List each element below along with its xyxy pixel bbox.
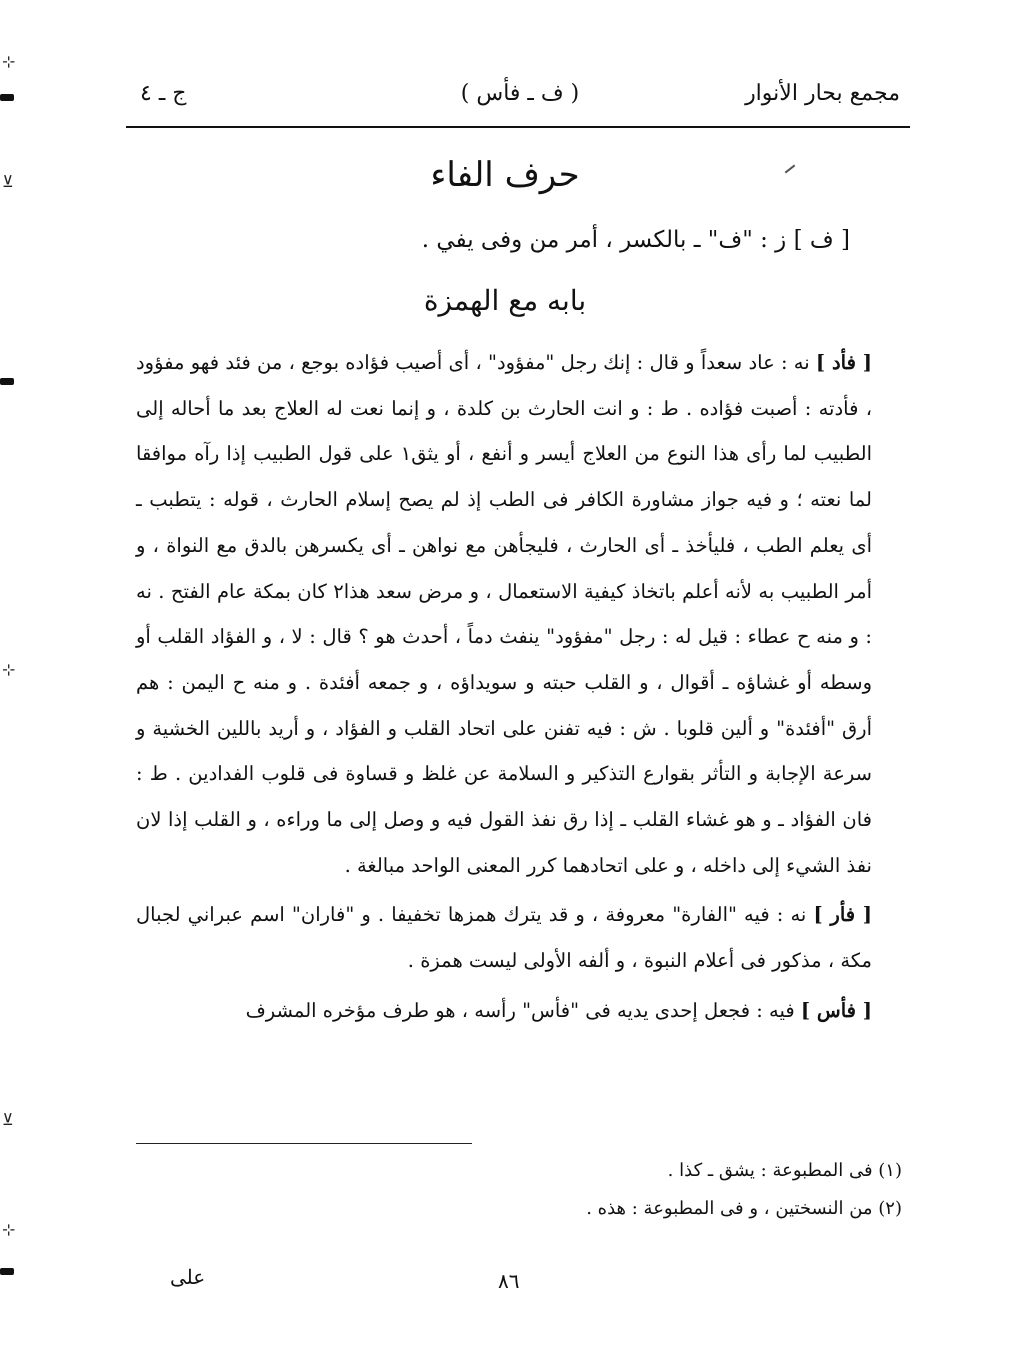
registration-mark-icon: ⊹: [2, 52, 16, 71]
running-header: [140, 78, 900, 122]
entry-text: نه : عاد سعداً و قال : إنك رجل "مفؤود" ، أى أصيب فؤاده بوجع ، من فئد فهو مفؤود ، فأدته : أصبت فؤاده . ط : و انت الحارث بن كلدة ، و إنما نعت له العلاج بعد ما أحاله إلى الطبيب لما رأى هذا النوع من العلاج أيسر و أنفع ، أو يثق١ على قول الطبيب إذا رآه موافقا لما نعته ؛ و فيه جواز مشاورة الكافر فى الطب إذ لم يصح إسلام الحارث ، قوله : يتطبب ـ أى يعلم الطب ، فليأخذ ـ أى الحارث ، فليجأهن مع نواهن ـ أى يكسرهن بالدق مع النواة ، و أمر الطبيب به لأنه أعلم باتخاذ كيفية الاستعمال ، و مرض سعد هذا٢ كان بمكة عام الفتح . نه : و منه ح عطاء : قيل له : رجل "مفؤود" ينفث دماً ، أحدث هو ؟ قال : لا ، و الفؤاد القلب أو وسطه أو غشاؤه ـ أقوال ، و القلب حبته و سويداؤه ، و جمعه أفئدة . و منه ح اليمن : هم أرق "أفئدة" و ألين قلوبا . ش : فيه تفنن على اتحاد القلب و الفؤاد ، و أريد باللين الخشية و سرعة الإجابة و التأثر بقوارع التذكير و السلامة عن غلظ و قساوة فى قلوب الفدادين . ط : فان الفؤاد ـ و هو غشاء القلب ـ إذا رق نفذ القول فيه و وصل إلى ما وراءه ، و القلب إذا لان نفذ الشيء إلى داخله ، و على اتحادهما كرر المعنى الواحد مبالغة .: [136, 351, 872, 877]
entry-text: نه : فيه "الفارة" معروفة ، و قد يترك همزها تخفيفا . و "فاران" اسم عبراني لجبال مكة ، مذكور فى أعلام النبوة ، و ألفه الأولى ليست همزة .: [136, 903, 872, 973]
header-section: ( ف ـ فأس ): [460, 81, 580, 106]
footnotes: [586, 1152, 902, 1228]
entry-headword: [ فأد ]: [815, 351, 872, 374]
volume-label: ج ـ ٤: [140, 81, 187, 106]
registration-mark-icon: ⊹: [2, 660, 16, 679]
entry-paragraph: [136, 340, 902, 888]
binding-mark: [0, 378, 14, 385]
registration-mark-icon: ⊻: [2, 172, 14, 191]
page-number: ٨٦: [498, 1269, 520, 1293]
catchword: على: [170, 1265, 206, 1289]
binding-mark: [0, 1268, 14, 1275]
intro-line: [ ف ] ز : "ف" ـ بالكسر ، أمر من وفى يفي .: [421, 227, 850, 253]
footnote: (٢) من النسختين ، و فى المطبوعة : هذه .: [586, 1198, 902, 1219]
binding-mark: [0, 94, 14, 101]
registration-mark-icon: ⊻: [2, 1110, 14, 1129]
scan-margin-marks: [0, 0, 40, 1348]
entry-headword: [ فأس ]: [800, 998, 872, 1022]
registration-mark-icon: ⊹: [2, 1220, 16, 1239]
footnote-rule: [136, 1143, 472, 1144]
book-title: مجمع بحار الأنوار: [745, 81, 900, 106]
header-rule: [126, 126, 910, 128]
footnote: (١) فى المطبوعة : يشق ـ كذا .: [667, 1160, 902, 1181]
main-text: [136, 340, 902, 1034]
chapter-title: حرف الفاء: [430, 155, 580, 195]
entry-headword: [ فأر ]: [813, 903, 872, 927]
entry-paragraph: [136, 988, 902, 1034]
section-subheading: بابه مع الهمزة: [423, 284, 587, 317]
entry-paragraph: [136, 892, 902, 983]
entry-text: فيه : فجعل إحدى يديه فى "فأس" رأسه ، هو طرف مؤخره المشرف: [245, 998, 795, 1022]
